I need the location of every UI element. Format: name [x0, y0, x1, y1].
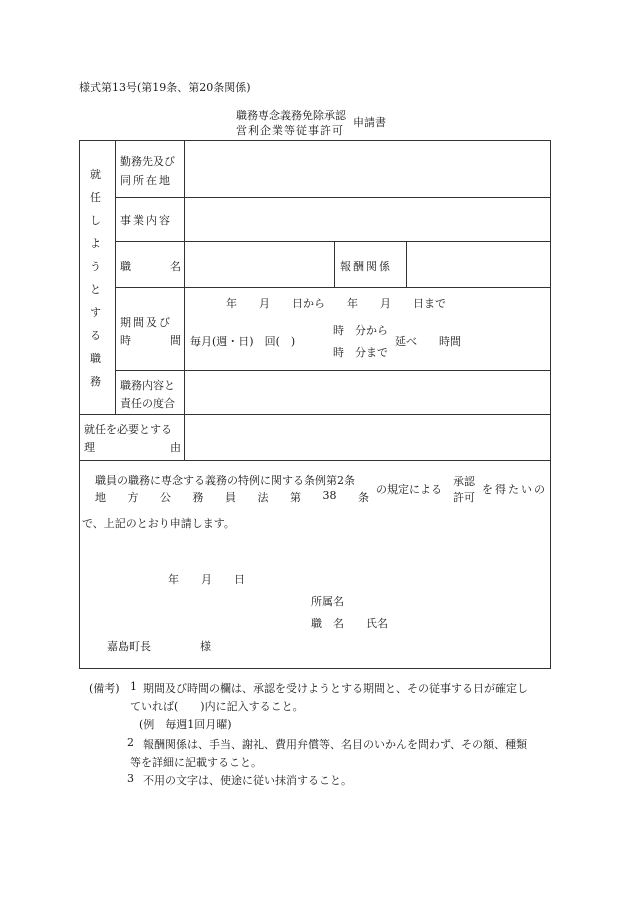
side-label-char: と [90, 283, 101, 296]
title-option-approval: 職務専念義務免除承認 [236, 109, 346, 122]
side-label-char: る [90, 329, 101, 342]
notes-prefix: (備考) [89, 682, 120, 695]
note-3-line-1: 不用の文字は、使途に従い抹消すること。 [143, 774, 352, 787]
statement-end: を得たいの [482, 483, 547, 496]
law2-char: 地 [95, 491, 106, 504]
period-date-line[interactable]: 年 月 日から 年 月 日まで [226, 297, 446, 310]
affiliation-label: 所属名 [311, 595, 344, 608]
law2-char: 員 [225, 491, 236, 504]
statement-mid: の規定による [376, 483, 442, 496]
side-label-char: よ [90, 237, 101, 250]
reason-field[interactable] [186, 416, 549, 458]
remuneration-label: 報酬関係 [340, 260, 392, 273]
statement-line-2: で、上記のとおり申請します。 [82, 517, 235, 530]
note-1-line-1: 期間及び時間の欄は、承認を受けようとする期間と、その従事する日が確定し [143, 682, 528, 695]
position-label: 名 [170, 260, 181, 273]
period-label: 間 [170, 334, 181, 347]
workplace-label: 勤務先及び [120, 155, 175, 168]
duties-label: 職務内容と [120, 379, 175, 392]
duties-field[interactable] [186, 372, 549, 412]
side-label-char: 務 [90, 375, 101, 388]
reason-label: 就任を必要とする [84, 423, 172, 436]
period-time-from[interactable]: 時 分から [333, 324, 388, 337]
statement-law-option-2 [95, 489, 369, 505]
reason-label: 理 [84, 441, 95, 454]
addressee-honorific: 様 [200, 640, 211, 653]
period-label: 期間及び [120, 316, 172, 329]
law2-char: 公 [160, 491, 171, 504]
law2-char: 38 [322, 489, 337, 502]
form-number: 様式第13号(第19条、第20条関係) [79, 81, 251, 94]
workplace-field[interactable] [186, 142, 549, 195]
application-date[interactable]: 年 月 日 [168, 573, 245, 586]
note-1-line-2: ていれば( )内に記入すること。 [130, 700, 304, 713]
position-field[interactable] [186, 243, 332, 285]
note-2-line-1: 報酬関係は、手当、謝礼、費用弁償等、名目のいかんを問わず、その額、種類 [143, 738, 528, 751]
side-label-char: し [90, 214, 101, 227]
note-1-number: 1 [130, 680, 137, 693]
note-2-number: 2 [127, 736, 134, 749]
note-3-number: 3 [127, 772, 134, 785]
position-label: 職 [120, 260, 131, 273]
period-weekly[interactable]: 毎月(週・日) 回( ) [190, 335, 296, 348]
title-option-permission: 営利企業等従事許可 [236, 124, 344, 137]
side-label-char: 任 [90, 191, 101, 204]
period-total[interactable]: 延べ 時間 [395, 335, 461, 348]
reason-label: 由 [170, 441, 181, 454]
side-label-char: す [90, 306, 101, 319]
side-label-char: 就 [90, 168, 101, 181]
title-suffix: 申請書 [353, 116, 386, 129]
position-name-label: 職 名 氏名 [311, 617, 388, 630]
law2-char: 条 [358, 491, 369, 504]
remuneration-field[interactable] [408, 243, 549, 285]
side-label-char: う [90, 260, 101, 273]
statement-option-approval: 承認 [453, 475, 475, 488]
business-field[interactable] [186, 199, 549, 239]
law2-char: 法 [257, 491, 269, 504]
business-label: 事業内容 [120, 214, 172, 227]
addressee: 嘉島町長 [107, 640, 151, 653]
workplace-label-2: 同所在地 [120, 174, 172, 187]
note-1-example: (例 毎週1回月曜) [139, 718, 232, 731]
period-time-to[interactable]: 時 分まで [333, 346, 388, 359]
period-label: 時 [120, 334, 131, 347]
statement-option-permission: 許可 [453, 491, 475, 504]
law2-char: 務 [192, 491, 204, 504]
statement-law-option-1: 職員の職務に専念する義務の特例に関する条例第2条 [95, 474, 355, 487]
law2-char: 第 [290, 491, 301, 504]
side-label-char: 職 [90, 352, 101, 365]
law2-char: 方 [127, 491, 139, 504]
duties-label-2: 責任の度合 [120, 397, 175, 410]
note-2-line-2: 等を詳細に記載すること。 [130, 756, 262, 769]
